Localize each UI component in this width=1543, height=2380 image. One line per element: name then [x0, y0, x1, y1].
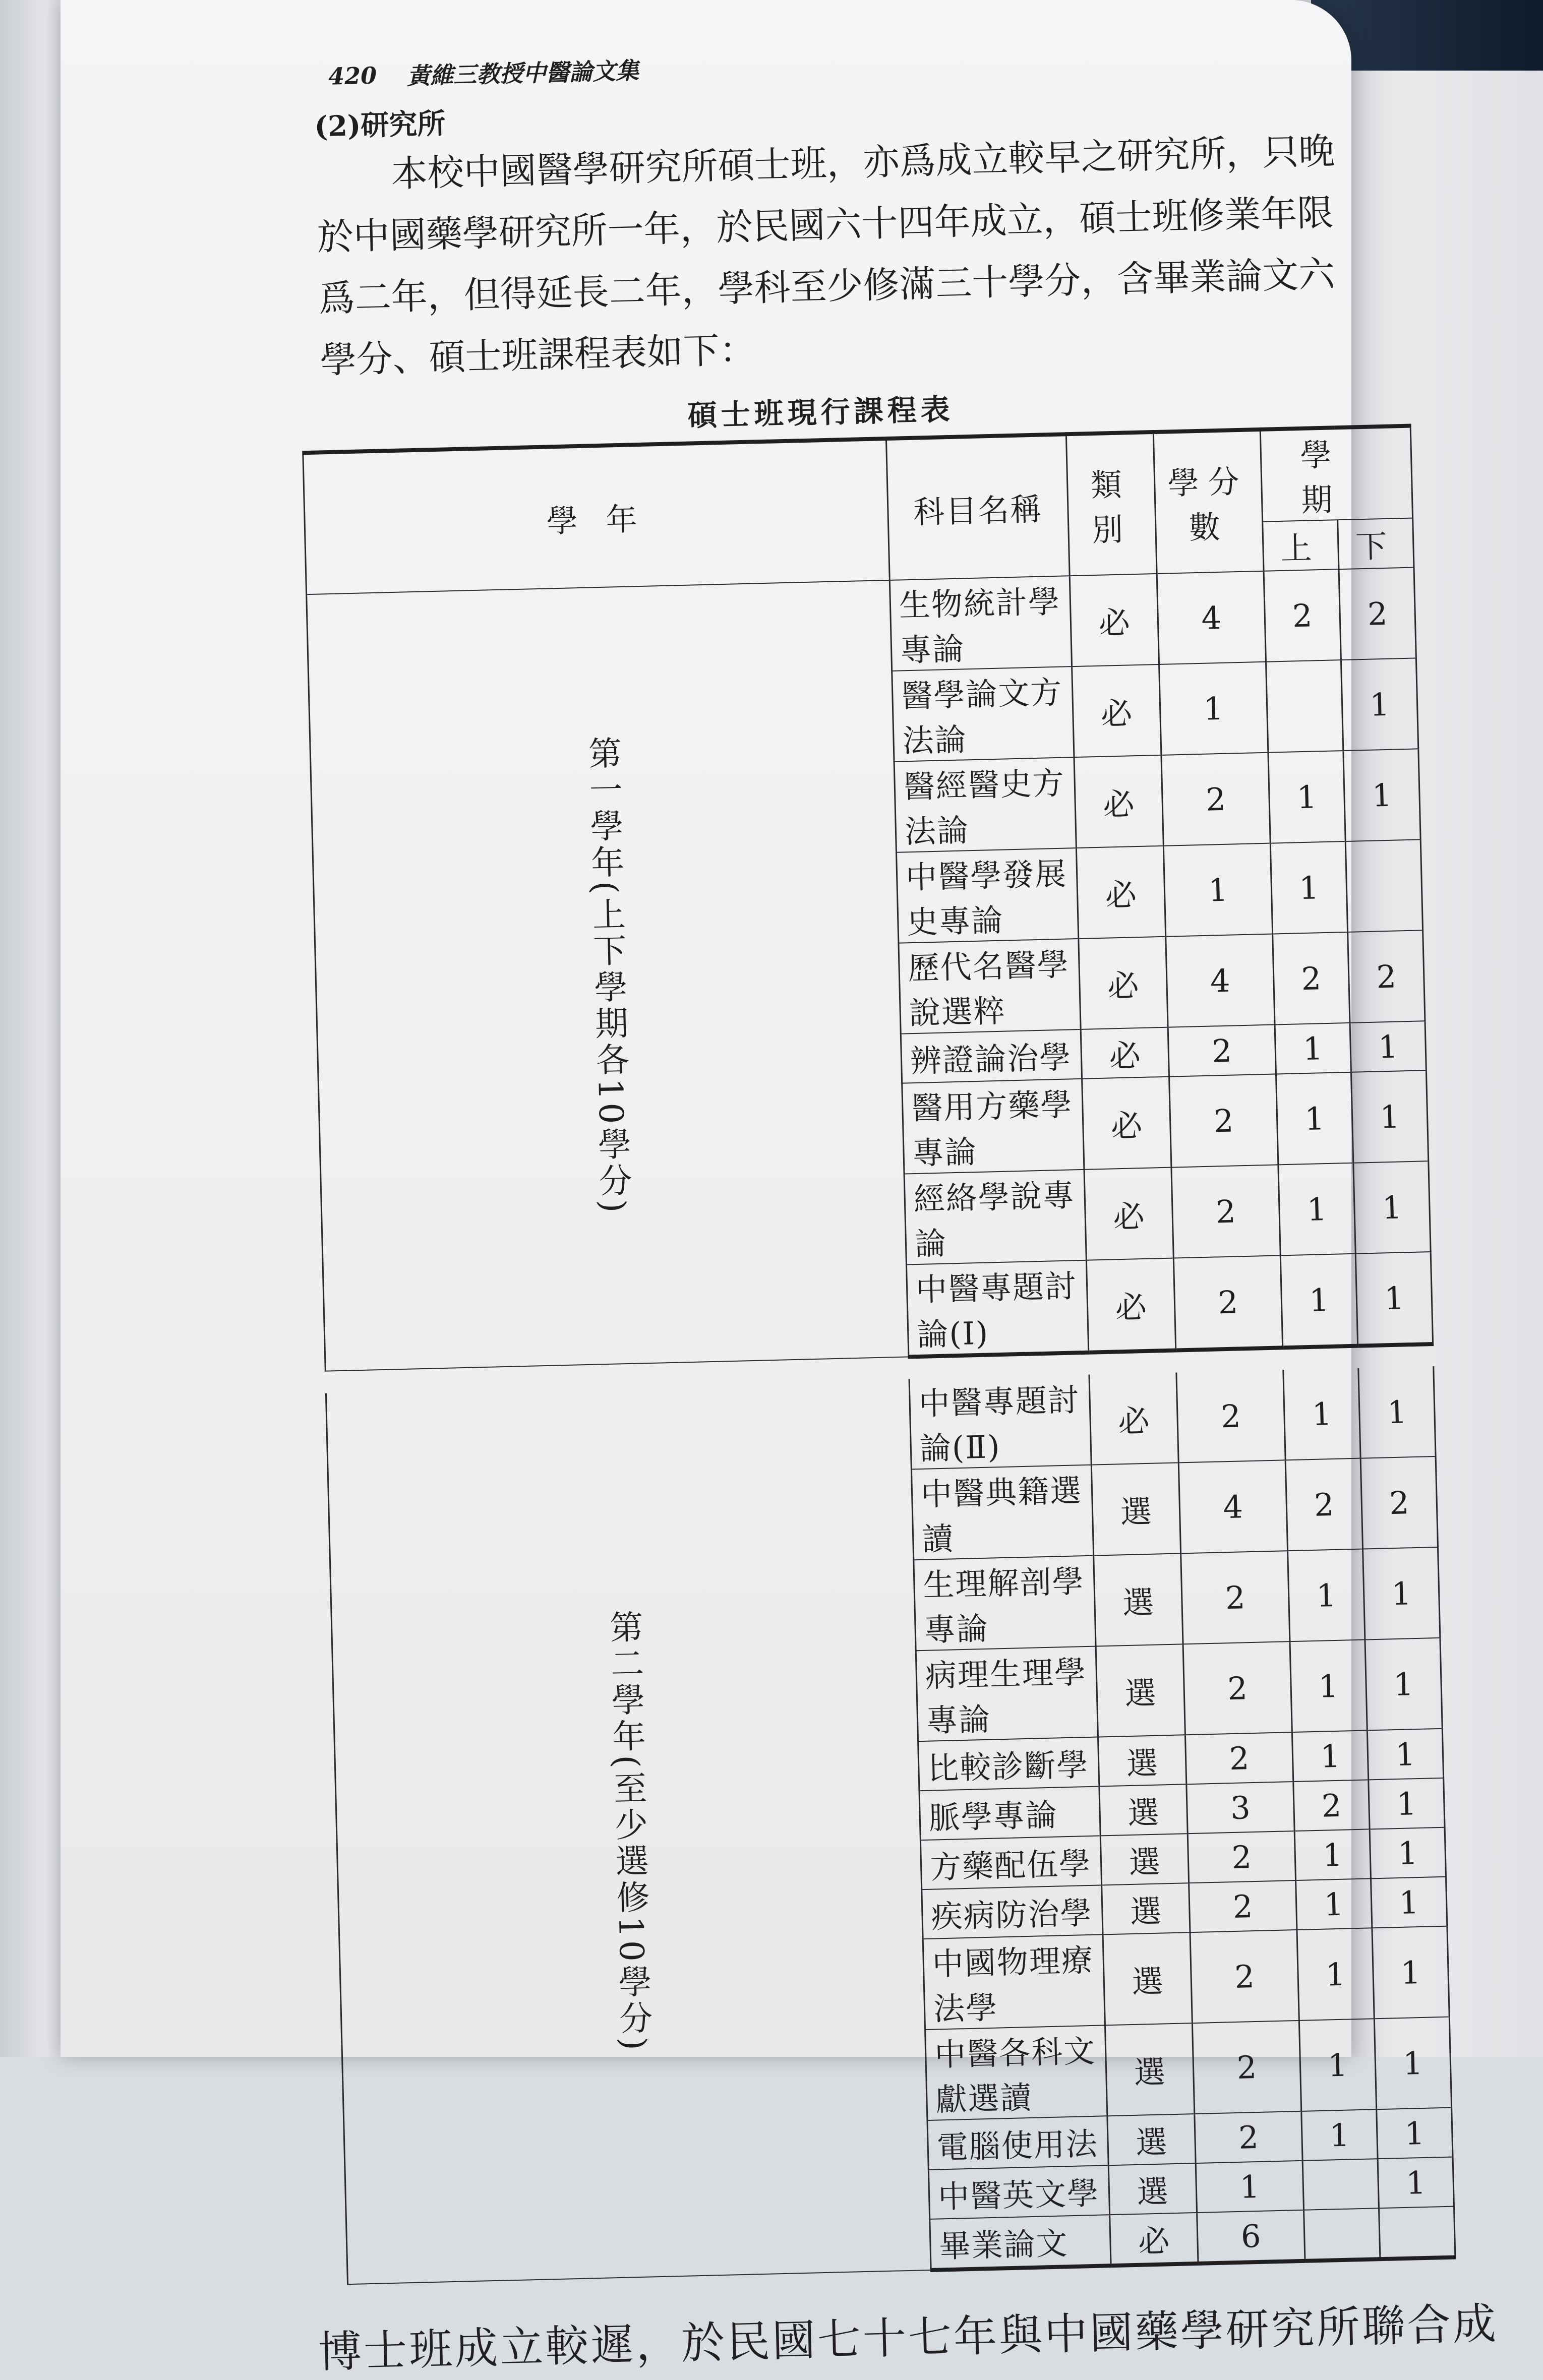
table-header-row	[303, 426, 1413, 545]
course-name: 電腦使用法	[927, 2116, 1108, 2170]
semester-lower: 1	[1377, 2108, 1453, 2159]
semester-lower: 1	[1353, 1161, 1431, 1254]
course-name: 中醫學發展史專論	[896, 848, 1078, 943]
semester-lower: 2	[1360, 1456, 1438, 1549]
course-credits: 2	[1176, 1370, 1285, 1462]
course-credits: 2	[1168, 1025, 1276, 1077]
table-title: 碩士班現行課程表	[687, 392, 955, 433]
course-type: 選	[1096, 1644, 1185, 1737]
semester-upper: 1	[1296, 1878, 1372, 1930]
semester-lower: 2	[1348, 930, 1425, 1023]
semester-upper: 1	[1270, 841, 1347, 934]
course-credits: 4	[1166, 934, 1275, 1027]
course-credits: 1	[1196, 2161, 1303, 2213]
header-upper: 上	[1263, 520, 1339, 571]
semester-lower: 1	[1374, 2017, 1451, 2110]
course-credits: 4	[1178, 1460, 1287, 1553]
course-type: 選	[1107, 2114, 1196, 2165]
course-name: 脈學專論	[919, 1786, 1100, 1840]
course-type: 必	[1086, 1258, 1176, 1353]
course-credits: 4	[1157, 571, 1266, 664]
semester-lower	[1345, 839, 1422, 932]
semester-lower: 1	[1343, 749, 1420, 841]
course-type: 必	[1089, 1372, 1178, 1464]
semester-lower: 1	[1341, 658, 1418, 751]
course-credits: 2	[1161, 753, 1270, 846]
paragraph-line: 爲二年，但得延長二年，學科至少修滿三十學分，含畢業論文六	[318, 253, 1336, 320]
header-year: 學 年	[303, 439, 890, 594]
course-type: 選	[1108, 2163, 1197, 2215]
semester-lower: 1	[1370, 1827, 1446, 1879]
header-type: 類別	[1066, 432, 1157, 576]
course-credits: 2	[1171, 1165, 1280, 1258]
course-credits: 1	[1159, 662, 1268, 755]
semester-lower	[1379, 2207, 1455, 2260]
course-type: 必	[1078, 937, 1168, 1029]
book-page	[61, 0, 1499, 2378]
year-group-label	[326, 1379, 931, 2284]
course-credits: 2	[1190, 1930, 1299, 2023]
semester-upper: 1	[1275, 1023, 1351, 1074]
section-paragraph	[315, 119, 1369, 391]
semester-upper: 1	[1280, 1254, 1357, 1348]
course-name: 比較診斷學	[918, 1737, 1099, 1791]
course-name: 中醫各科文獻選讀	[925, 2025, 1107, 2120]
semester-upper	[1302, 2159, 1379, 2210]
course-type: 必	[1072, 664, 1161, 757]
semester-lower: 1	[1378, 2157, 1454, 2209]
semester-upper: 2	[1285, 1458, 1362, 1551]
semester-lower: 1	[1363, 1547, 1440, 1640]
course-type: 必	[1070, 574, 1159, 666]
header-credits: 學分數	[1153, 430, 1264, 574]
semester-lower: 1	[1358, 1366, 1436, 1458]
course-type: 選	[1099, 1784, 1188, 1836]
course-name: 中醫典籍選讀	[911, 1465, 1093, 1560]
semester-upper: 1	[1276, 1072, 1353, 1165]
course-type: 選	[1100, 1834, 1189, 1885]
paragraph-line: 本校中國醫學研究所碩士班，亦爲成立較早之研究所，只晚	[390, 130, 1336, 195]
section-title: (2)研究所	[314, 107, 446, 144]
semester-upper: 1	[1278, 1163, 1355, 1256]
course-credits: 2	[1192, 2021, 1301, 2114]
semester-lower: 1	[1369, 1778, 1445, 1829]
semester-upper: 2	[1293, 1780, 1370, 1831]
year-group-label-text: 第一學年(上下學期各10學分)	[582, 735, 633, 1216]
course-credits: 2	[1189, 1880, 1296, 1932]
course-type: 選	[1103, 1932, 1193, 2025]
closing-line: 博士班成立較遲，於民國七十七年與中國藥學研究所聯合成	[318, 2298, 1499, 2378]
semester-lower: 1	[1355, 1252, 1433, 1346]
course-name: 醫用方藥學專論	[902, 1079, 1084, 1174]
page-number: 420	[328, 62, 377, 90]
course-credits: 6	[1197, 2210, 1305, 2264]
semester-upper	[1304, 2208, 1380, 2261]
course-name: 生理解剖學專論	[914, 1556, 1096, 1651]
course-name: 中國物理療法學	[923, 1934, 1105, 2030]
course-name: 生物統計學專論	[889, 576, 1072, 671]
header-semester: 學 期	[1260, 426, 1412, 522]
course-name: 醫經醫史方法論	[894, 757, 1076, 852]
semester-upper: 2	[1264, 569, 1341, 662]
course-name: 中醫專題討論(Ⅱ)	[909, 1375, 1091, 1470]
paragraph-line: 學分、碩士班課程表如下：	[319, 328, 756, 382]
semester-lower: 1	[1367, 1729, 1443, 1780]
course-type: 必	[1082, 1077, 1171, 1170]
year-group-label	[307, 580, 909, 1371]
second-year-group	[326, 1366, 1455, 2284]
course-type: 選	[1093, 1553, 1183, 1646]
course-name: 疾病防治學	[922, 1885, 1103, 1939]
course-name: 歷代名醫學說選粹	[899, 939, 1081, 1034]
course-type: 必	[1081, 1027, 1169, 1079]
book-title: 黃維三教授中醫論文集	[406, 56, 639, 90]
page-content	[262, 28, 1499, 2380]
semester-lower: 1	[1372, 1926, 1449, 2019]
course-name: 病理生理學專論	[916, 1646, 1098, 1742]
semester-upper: 1	[1292, 1730, 1368, 1782]
header-lower: 下	[1338, 518, 1414, 570]
course-name: 中醫專題討論(Ⅰ)	[906, 1260, 1088, 1357]
course-credits: 2	[1185, 1732, 1293, 1784]
course-name: 醫學論文方法論	[892, 666, 1074, 762]
course-type: 必	[1074, 755, 1164, 848]
course-name: 方藥配伍學	[920, 1836, 1101, 1889]
semester-upper: 1	[1283, 1368, 1360, 1460]
course-type: 選	[1105, 2023, 1195, 2116]
semester-lower: 1	[1350, 1021, 1426, 1072]
course-type: 必	[1076, 846, 1166, 939]
paragraph-line: 於中國藥學研究所一年，於民國六十四年成立，碩士班修業年限	[316, 191, 1334, 259]
course-table	[302, 424, 1456, 2287]
semester-upper: 1	[1288, 1549, 1365, 1642]
course-credits: 2	[1195, 2111, 1302, 2163]
course-name: 中醫英文學	[928, 2165, 1109, 2219]
semester-upper: 1	[1294, 1829, 1371, 1880]
course-credits: 2	[1188, 1831, 1295, 1883]
semester-upper: 1	[1290, 1640, 1367, 1733]
course-type: 必	[1084, 1168, 1174, 1260]
semester-lower: 1	[1371, 1877, 1447, 1928]
first-year-group	[307, 568, 1433, 1371]
course-name: 經絡學說專論	[904, 1170, 1086, 1265]
course-type: 選	[1091, 1462, 1181, 1555]
course-credits: 2	[1169, 1074, 1278, 1167]
course-credits: 2	[1173, 1255, 1283, 1350]
course-credits: 2	[1180, 1551, 1289, 1644]
header-course: 科目名稱	[886, 434, 1069, 580]
course-credits: 3	[1186, 1782, 1294, 1834]
course-name: 畢業論文	[930, 2215, 1111, 2270]
semester-upper: 1	[1299, 2019, 1376, 2111]
semester-lower: 1	[1351, 1070, 1428, 1163]
semester-lower: 2	[1339, 568, 1416, 660]
semester-upper: 2	[1273, 932, 1350, 1025]
course-credits: 1	[1163, 843, 1272, 937]
course-type: 必	[1109, 2213, 1198, 2266]
semester-upper	[1266, 660, 1343, 753]
semester-lower: 1	[1365, 1638, 1442, 1731]
course-credits: 2	[1183, 1641, 1292, 1735]
semester-upper: 1	[1297, 1928, 1374, 2021]
course-type: 選	[1101, 1883, 1190, 1934]
semester-upper: 1	[1301, 2109, 1378, 2161]
course-name: 辨證論治學	[901, 1029, 1082, 1083]
course-type: 選	[1098, 1735, 1186, 1786]
semester-upper: 1	[1268, 751, 1345, 843]
year-group-label-text: 第二學年(至少選修10學分)	[604, 1609, 654, 2054]
